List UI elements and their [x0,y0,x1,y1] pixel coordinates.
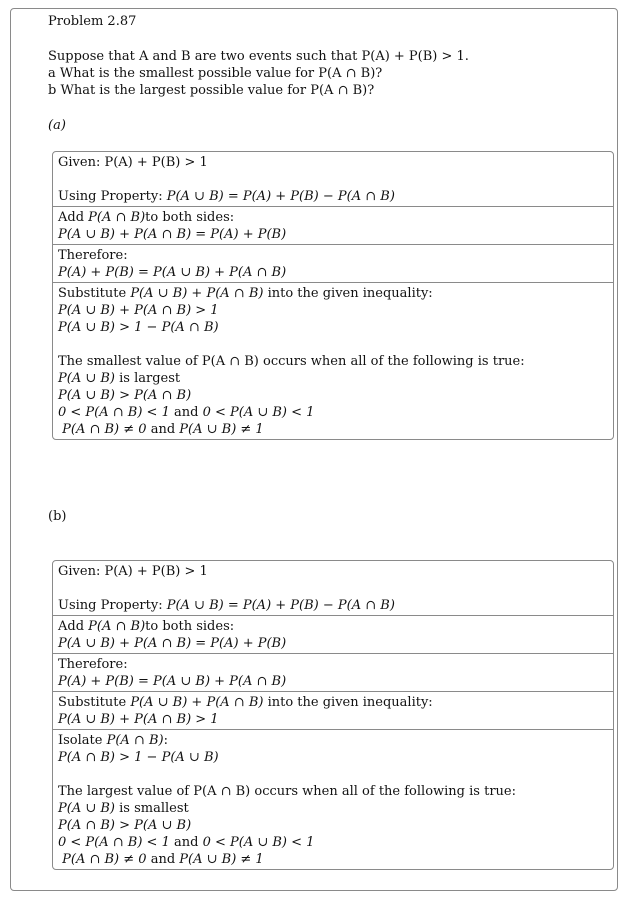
condition-4: P(A ∩ B) ≠ 0 and P(A ∪ B) ≠ 1 [62,422,264,437]
part-b-given-cell [53,561,613,616]
property-line: Using Property: P(A ∪ B) = P(A) + P(B) − P(A ∩ B) [58,598,395,613]
therefore-equation: P(A) + P(B) = P(A ∪ B) + P(A ∩ B) [58,674,287,689]
substitute-line: Substitute P(A ∪ B) + P(A ∩ B) into the given inequality: [58,695,433,710]
given-line: Given: P(A) + P(B) > 1 [58,155,208,170]
condition-1: P(A ∪ B) is smallest [58,801,189,816]
part-a-therefore-cell [53,245,613,283]
part-a-given-cell [53,152,613,207]
inequality-1: P(A ∪ B) + P(A ∩ B) > 1 [58,712,219,727]
substitute-line: Substitute P(A ∪ B) + P(A ∩ B) into the given inequality: [58,286,433,301]
part-b-isolate-cell [53,730,613,869]
condition-3: 0 < P(A ∩ B) < 1 and 0 < P(A ∪ B) < 1 [58,405,315,420]
inequality-2: P(A ∪ B) > 1 − P(A ∩ B) [58,320,219,335]
part-a-substitute-cell [53,283,613,439]
condition-3: 0 < P(A ∩ B) < 1 and 0 < P(A ∪ B) < 1 [58,835,315,850]
condition-2: P(A ∪ B) > P(A ∩ B) [58,388,192,403]
therefore-label: Therefore: [58,657,128,672]
part-a-label: (a) [48,118,66,133]
condition-1: P(A ∪ B) is largest [58,371,181,386]
question-a: a What is the smallest possible value for P(A ∩ B)? [48,66,383,81]
part-a-solution-box [52,151,614,440]
part-b-add-cell [53,616,613,654]
property-line: Using Property: P(A ∪ B) = P(A) + P(B) − P(A ∩ B) [58,189,395,204]
part-b-substitute-cell [53,692,613,730]
add-line: Add P(A ∩ B)to both sides: [58,619,235,634]
add-equation: P(A ∪ B) + P(A ∩ B) = P(A) + P(B) [58,227,287,242]
question-b: b What is the largest possible value for P(A ∩ B)? [48,83,375,98]
conclusion-line: The smallest value of P(A ∩ B) occurs when all of the following is true: [58,354,525,369]
add-line: Add P(A ∩ B)to both sides: [58,210,235,225]
problem-title: Problem 2.87 [48,14,137,29]
inequality-1: P(A ∪ B) + P(A ∩ B) > 1 [58,303,219,318]
part-a-add-cell [53,207,613,245]
condition-2: P(A ∩ B) > P(A ∪ B) [58,818,192,833]
conclusion-line: The largest value of P(A ∩ B) occurs when all of the following is true: [58,784,516,799]
problem-statement: Suppose that A and B are two events such that P(A) + P(B) > 1. [48,49,469,64]
therefore-equation: P(A) + P(B) = P(A ∪ B) + P(A ∩ B) [58,265,287,280]
isolated-inequality: P(A ∩ B) > 1 − P(A ∪ B) [58,750,219,765]
therefore-label: Therefore: [58,248,128,263]
part-b-therefore-cell [53,654,613,692]
isolate-line: Isolate P(A ∩ B): [58,733,168,748]
part-b-solution-box [52,560,614,870]
add-equation: P(A ∪ B) + P(A ∩ B) = P(A) + P(B) [58,636,287,651]
condition-4: P(A ∩ B) ≠ 0 and P(A ∪ B) ≠ 1 [62,852,264,867]
part-b-label: (b) [48,509,67,524]
given-line: Given: P(A) + P(B) > 1 [58,564,208,579]
